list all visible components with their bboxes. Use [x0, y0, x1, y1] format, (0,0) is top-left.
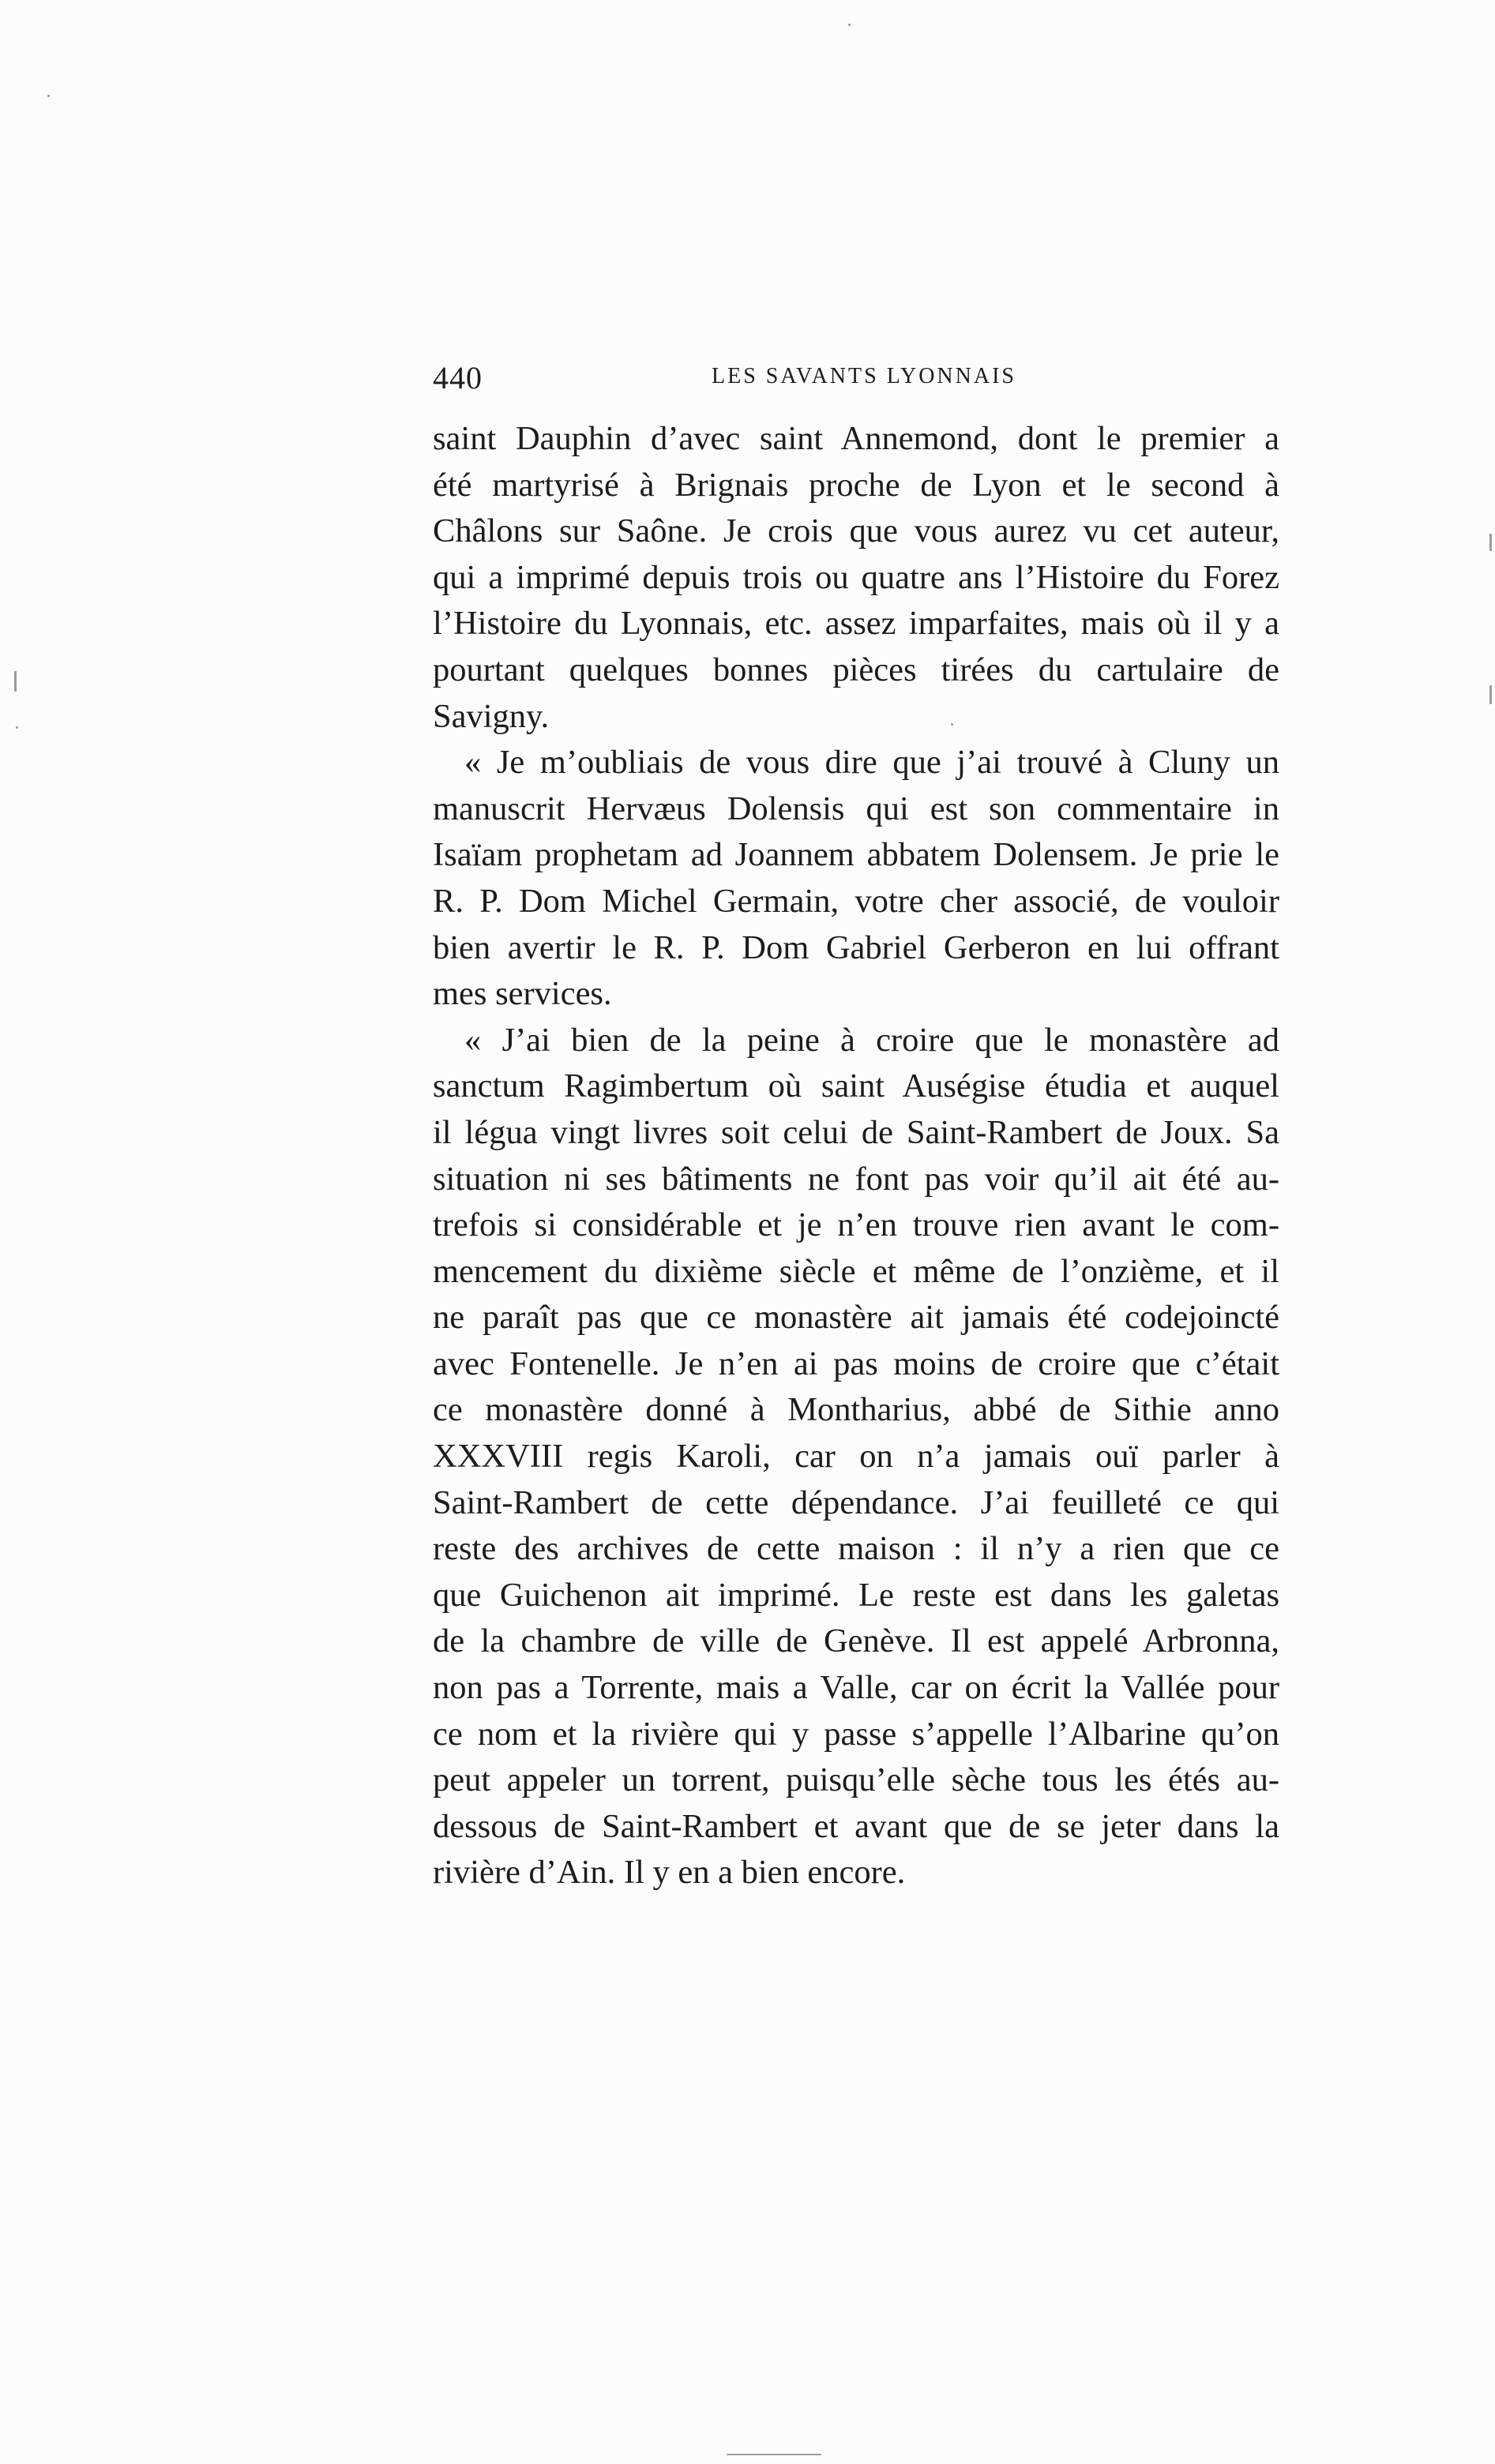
scan-speck: [16, 726, 18, 729]
text-line: saint Dauphin d’avec saint Annemond, dont le premier a: [433, 420, 1279, 457]
text-line: bien avertir le R. P. Dom Gabriel Gerberon en lui offrant: [433, 928, 1279, 966]
scan-speck: [1489, 534, 1492, 551]
text-line: trefois si considérable et je n’en trouve rien avant le com-: [433, 1206, 1279, 1244]
text-line: sanctum Ragimbertum où saint Auségise étudia et auquel: [433, 1067, 1279, 1105]
text-line: été martyrisé à Brignais proche de Lyon et le second à: [433, 466, 1279, 504]
text-line: ce nom et la rivière qui y passe s’appelle l’Albarine qu’on: [433, 1715, 1279, 1753]
text-line: reste des archives de cette maison : il n’y a rien que ce: [433, 1530, 1279, 1568]
text-line: avec Fontenelle. Je n’en ai pas moins de croire que c’était: [433, 1345, 1279, 1382]
text-line: mes services.: [433, 975, 612, 1013]
text-line: de la chambre de ville de Genève. Il est appelé Arbronna,: [433, 1622, 1279, 1660]
text-line: Isaïam prophetam ad Joannem abbatem Dolensem. Je prie le: [433, 836, 1279, 874]
text-line: Châlons sur Saône. Je crois que vous aurez vu cet auteur,: [433, 512, 1279, 550]
text-line: pourtant quelques bonnes pièces tirées du cartulaire de: [433, 651, 1279, 688]
text-line: R. P. Dom Michel Germain, votre cher associé, de vouloir: [433, 882, 1279, 920]
running-title: LES SAVANTS LYONNAIS: [712, 364, 1016, 388]
text-line: ce monastère donné à Montharius, abbé de Sithie anno: [433, 1391, 1279, 1429]
page-number: 440: [433, 360, 483, 396]
text-line: qui a imprimé depuis trois ou quatre ans l’Histoire du Forez: [433, 558, 1279, 596]
text-line: l’Histoire du Lyonnais, etc. assez imparfaites, mais où il y a: [433, 605, 1279, 643]
text-line: non pas a Torrente, mais a Valle, car on écrit la Vallée pour: [433, 1669, 1279, 1707]
body-text: [433, 416, 1279, 1896]
book-page: [433, 359, 1279, 1896]
scan-speck: [1489, 685, 1492, 704]
text-line: « Je m’oubliais de vous dire que j’ai trouvé à Cluny un: [464, 744, 1279, 782]
scan-speck: [14, 671, 17, 692]
scan-speck: [848, 24, 851, 26]
text-line: Saint-Rambert de cette dépendance. J’ai feuilleté ce qui: [433, 1483, 1279, 1521]
text-line: rivière d’Ain. Il y en a bien encore.: [433, 1854, 906, 1892]
scan-speck: [47, 95, 50, 97]
text-line: « J’ai bien de la peine à croire que le monastère ad: [464, 1021, 1279, 1059]
text-line: dessous de Saint-Rambert et avant que de se jeter dans la: [433, 1807, 1279, 1845]
scan-speck: [951, 723, 953, 726]
text-line: manuscrit Hervæus Dolensis qui est son commentaire in: [433, 789, 1279, 827]
text-line: situation ni ses bâtiments ne font pas voir qu’il ait été au-: [433, 1160, 1279, 1198]
text-line: Savigny.: [433, 697, 550, 735]
scan-speck: [727, 2454, 821, 2455]
text-line: XXXVIII regis Karoli, car on n’a jamais ouï parler à: [433, 1438, 1279, 1476]
text-line: ne paraît pas que ce monastère ait jamais été codejoincté: [433, 1299, 1279, 1337]
text-line: il légua vingt livres soit celui de Saint-Rambert de Joux. Sa: [433, 1113, 1279, 1151]
text-line: mencement du dixième siècle et même de l’onzième, et il: [433, 1252, 1279, 1290]
running-head: [433, 359, 1279, 399]
text-line: peut appeler un torrent, puisqu’elle sèche tous les étés au-: [433, 1761, 1279, 1799]
text-line: que Guichenon ait imprimé. Le reste est dans les galetas: [433, 1576, 1279, 1614]
